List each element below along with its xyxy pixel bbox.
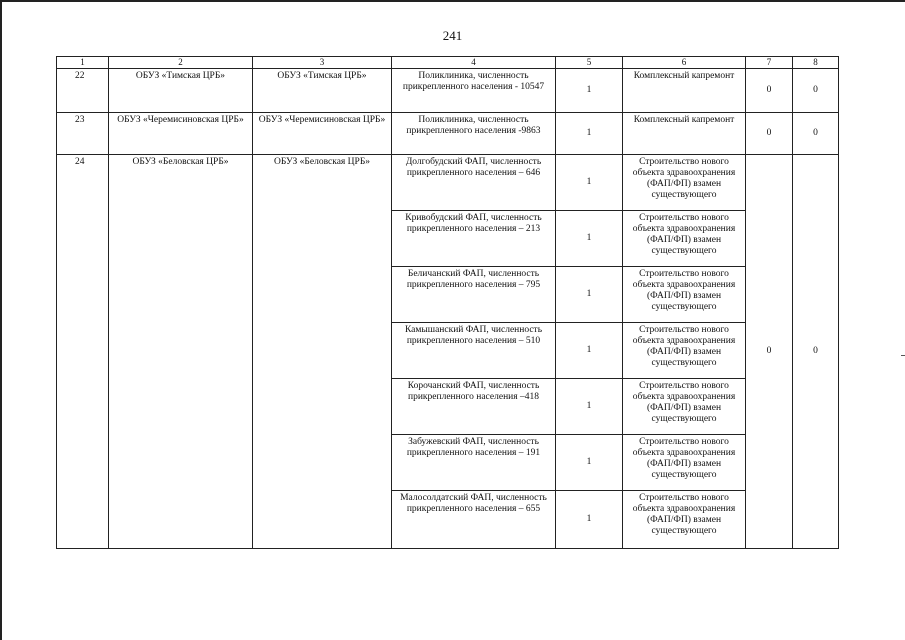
object-cell: Камышанский ФАП, численность прикрепленного населения – 510 xyxy=(392,323,556,379)
object-cell: Поликлиника, численность прикрепленного населения - 10547 xyxy=(392,69,556,113)
col8-cell: 0 xyxy=(793,69,839,113)
holder-cell: ОБУЗ «Черемисиновская ЦРБ» xyxy=(253,113,392,155)
work-type-cell: Строительство нового объекта здравоохранения (ФАП/ФП) взамен существующего xyxy=(623,211,746,267)
quantity-cell: 1 xyxy=(556,113,623,155)
work-type-cell: Комплексный капремонт xyxy=(623,69,746,113)
object-cell: Кривобудский ФАП, численность прикрепленного населения – 213 xyxy=(392,211,556,267)
object-cell: Корочанский ФАП, численность прикрепленного населения –418 xyxy=(392,379,556,435)
header-col-5: 5 xyxy=(556,57,623,69)
header-col-7: 7 xyxy=(746,57,793,69)
row-number: 23 xyxy=(57,113,109,155)
col7-cell: 0 xyxy=(746,113,793,155)
holder-cell: ОБУЗ «Тимская ЦРБ» xyxy=(253,69,392,113)
scan-border-left xyxy=(0,0,2,640)
object-cell: Долгобудский ФАП, численность прикрепленного населения – 646 xyxy=(392,155,556,211)
quantity-cell: 1 xyxy=(556,69,623,113)
quantity-cell: 1 xyxy=(556,491,623,549)
header-col-3: 3 xyxy=(253,57,392,69)
quantity-cell: 1 xyxy=(556,379,623,435)
work-type-cell: Строительство нового объекта здравоохранения (ФАП/ФП) взамен существующего xyxy=(623,379,746,435)
header-row xyxy=(57,57,839,69)
work-type-cell: Строительство нового объекта здравоохранения (ФАП/ФП) взамен существующего xyxy=(623,267,746,323)
object-cell: Малосолдатский ФАП, численность прикрепленного населения – 655 xyxy=(392,491,556,549)
col7-cell: 0 xyxy=(746,155,793,549)
header-col-6: 6 xyxy=(623,57,746,69)
work-type-cell: Строительство нового объекта здравоохранения (ФАП/ФП) взамен существующего xyxy=(623,435,746,491)
organization-cell: ОБУЗ «Тимская ЦРБ» xyxy=(109,69,253,113)
header-col-1: 1 xyxy=(57,57,109,69)
object-cell: Беличанский ФАП, численность прикрепленного населения – 795 xyxy=(392,267,556,323)
organization-cell: ОБУЗ «Черемисиновская ЦРБ» xyxy=(109,113,253,155)
table-row xyxy=(57,113,839,155)
work-type-cell: Комплексный капремонт xyxy=(623,113,746,155)
table-row xyxy=(57,69,839,113)
holder-cell: ОБУЗ «Беловская ЦРБ» xyxy=(253,155,392,549)
facilities-table xyxy=(56,56,839,549)
quantity-cell: 1 xyxy=(556,155,623,211)
work-type-cell: Строительство нового объекта здравоохранения (ФАП/ФП) взамен существующего xyxy=(623,155,746,211)
col7-cell: 0 xyxy=(746,69,793,113)
table-row xyxy=(57,155,839,211)
work-type-cell: Строительство нового объекта здравоохранения (ФАП/ФП) взамен существующего xyxy=(623,323,746,379)
quantity-cell: 1 xyxy=(556,323,623,379)
col8-cell: 0 xyxy=(793,113,839,155)
row-number: 22 xyxy=(57,69,109,113)
object-cell: Поликлиника, численность прикрепленного населения -9863 xyxy=(392,113,556,155)
organization-cell: ОБУЗ «Беловская ЦРБ» xyxy=(109,155,253,549)
page-number: 241 xyxy=(442,28,463,43)
header-col-8: 8 xyxy=(793,57,839,69)
object-cell: Забужевский ФАП, численность прикрепленного населения – 191 xyxy=(392,435,556,491)
header-col-4: 4 xyxy=(392,57,556,69)
quantity-cell: 1 xyxy=(556,435,623,491)
quantity-cell: 1 xyxy=(556,267,623,323)
scan-mark xyxy=(901,355,905,356)
col8-cell: 0 xyxy=(793,155,839,549)
header-col-2: 2 xyxy=(109,57,253,69)
scan-border-top xyxy=(0,0,905,2)
row-number: 24 xyxy=(57,155,109,549)
quantity-cell: 1 xyxy=(556,211,623,267)
work-type-cell: Строительство нового объекта здравоохранения (ФАП/ФП) взамен существующего xyxy=(623,491,746,549)
